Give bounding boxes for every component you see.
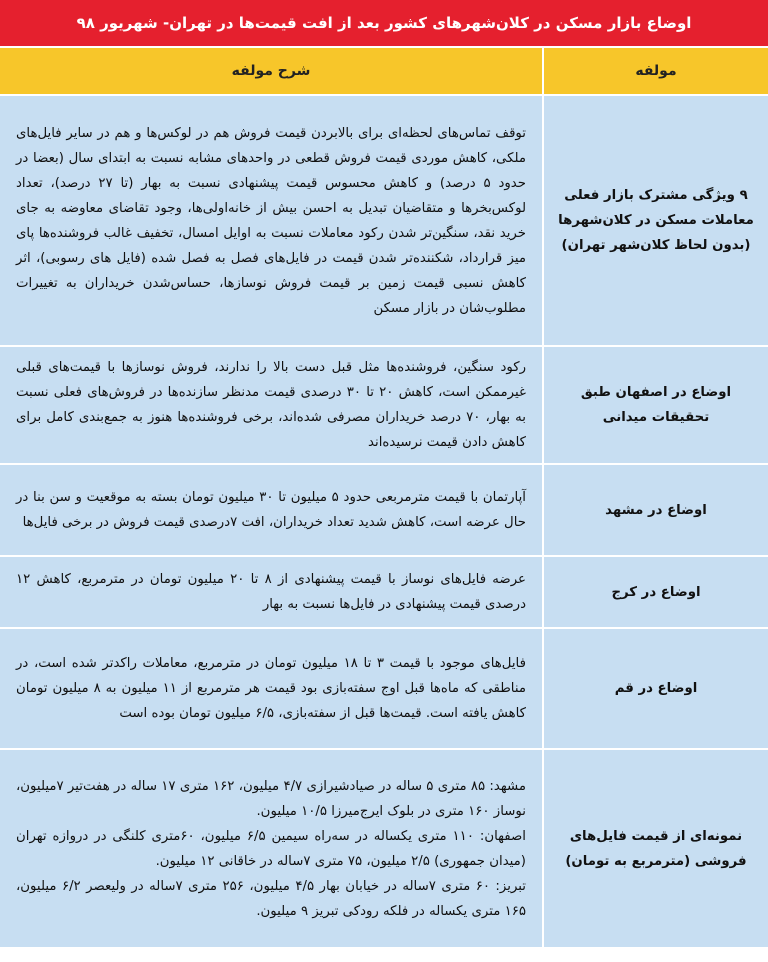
table-row [0,95,768,346]
row-component: اوضاع در اصفهان طبق تحقیقات میدانی [543,346,768,464]
row-component: نمونه‌ای از قیمت فایل‌های فروشی (مترمربع به تومان) [543,749,768,947]
row-component: اوضاع در کرج [543,556,768,628]
row-description: رکود سنگین، فروشنده‌ها مثل قبل دست بالا را ندارند، فروش نوسازها با قیمت‌های قبلی غیرممکن است، کاهش ۲۰ تا ۳۰ درصدی قیمت مدنظر سازنده‌ها در فروش‌های فعلی نسبت به بهار، ۷۰ درصد خریداران مصرفی شده‌اند، برخی فروشنده‌ها هنوز به جمع‌بندی کامل برای کاهش دادن قیمت نرسیده‌اند [0,346,543,464]
column-header-description: شرح مولفه [0,48,543,95]
row-component: اوضاع در مشهد [543,464,768,556]
housing-market-table [0,48,768,947]
table-row [0,346,768,464]
table-row [0,628,768,749]
sample-isfahan: اصفهان: ۱۱۰ متری یکساله در سه‌راه سیمین ۶/۵ میلیون، ۶۰متری کلنگی در دروازه تهران (میدان جمهوری) ۲/۵ میلیون، ۷۵ متری ۷ساله در خاقانی ۱۲ میلیون. [16,828,526,869]
table-row [0,556,768,628]
row-description: آپارتمان با قیمت مترمربعی حدود ۵ میلیون تا ۳۰ میلیون تومان بسته به موقعیت و سن بنا در حال عرضه است، کاهش شدید تعداد خریداران، افت ۷درصدی قیمت فروش در برخی فایل‌ها [0,464,543,556]
row-description-samples [0,749,543,947]
row-component: اوضاع در قم [543,628,768,749]
table-title: اوضاع بازار مسکن در کلان‌شهرهای کشور بعد از افت قیمت‌ها در تهران- شهریور ۹۸ [0,0,768,46]
sample-mashhad: مشهد: ۸۵ متری ۵ ساله در صیادشیرازی ۴/۷ میلیون، ۱۶۲ متری ۱۷ ساله در هفت‌تیر ۷میلیون، نوساز ۱۶۰ متری در بلوک ایرج‌میرزا ۱۰/۵ میلیون. [16,778,526,819]
row-description: عرضه فایل‌های نوساز با قیمت پیشنهادی از ۸ تا ۲۰ میلیون تومان در مترمربع، کاهش ۱۲ درصدی قیمت پیشنهادی در فایل‌ها نسبت به بهار [0,556,543,628]
table-row [0,749,768,947]
table-row [0,464,768,556]
row-description: توقف تماس‌های لحظه‌ای برای بالابردن قیمت فروش هم در لوکس‌ها و هم در سایر فایل‌های ملکی، کاهش موردی قیمت فروش قطعی در واحدهای مشابه نسبت به ابتدای سال (بعضا در حدود ۵ درصد) و کاهش محسوس قیمت پیشنهادی نسبت به بهار (تا ۲۷ درصد)، تعداد لوکس‌بخرها و متقاضیان تبدیل به احسن بیش از خانه‌اولی‌ها، وجود تقاضای معاوضه به جای خرید نقد، سنگین‌تر شدن رکود معاملات نسبت به اوایل امسال، تخفیف غالب فروشنده‌ها پای میز قرارداد، شکننده‌تر شدن قیمت در فایل‌های فصل به فصل شده (فایل‌ های رسوبی)، اثر کاهش نسبی قیمت زمین بر قیمت فروش نوسازها، حساس‌شدن خریداران به تغییرات مطلوب‌شان در بازار مسکن [0,95,543,346]
row-description: فایل‌های موجود با قیمت ۳ تا ۱۸ میلیون تومان در مترمربع، معاملات راکدتر شده است، در مناطقی که ماه‌ها قبل اوج سفته‌بازی بود قیمت هر مترمربع از ۱۱ میلیون به ۸ میلیون تومان کاهش یافته است. قیمت‌ها قبل از سفته‌بازی، ۶/۵ میلیون تومان بوده است [0,628,543,749]
row-component: ۹ ویژگی مشترک بازار فعلی معاملات مسکن در کلان‌شهرها (بدون لحاظ کلان‌شهر تهران) [543,95,768,346]
sample-tabriz: تبریز: ۶۰ متری ۷ساله در خیابان بهار ۴/۵ میلیون، ۲۵۶ متری ۷ساله در ولیعصر ۶/۲ میلیون، ۱۶۵ متری یکساله در فلکه رودکی تبریز ۹ میلیون. [16,878,527,919]
column-header-component: مولفه [543,48,768,95]
